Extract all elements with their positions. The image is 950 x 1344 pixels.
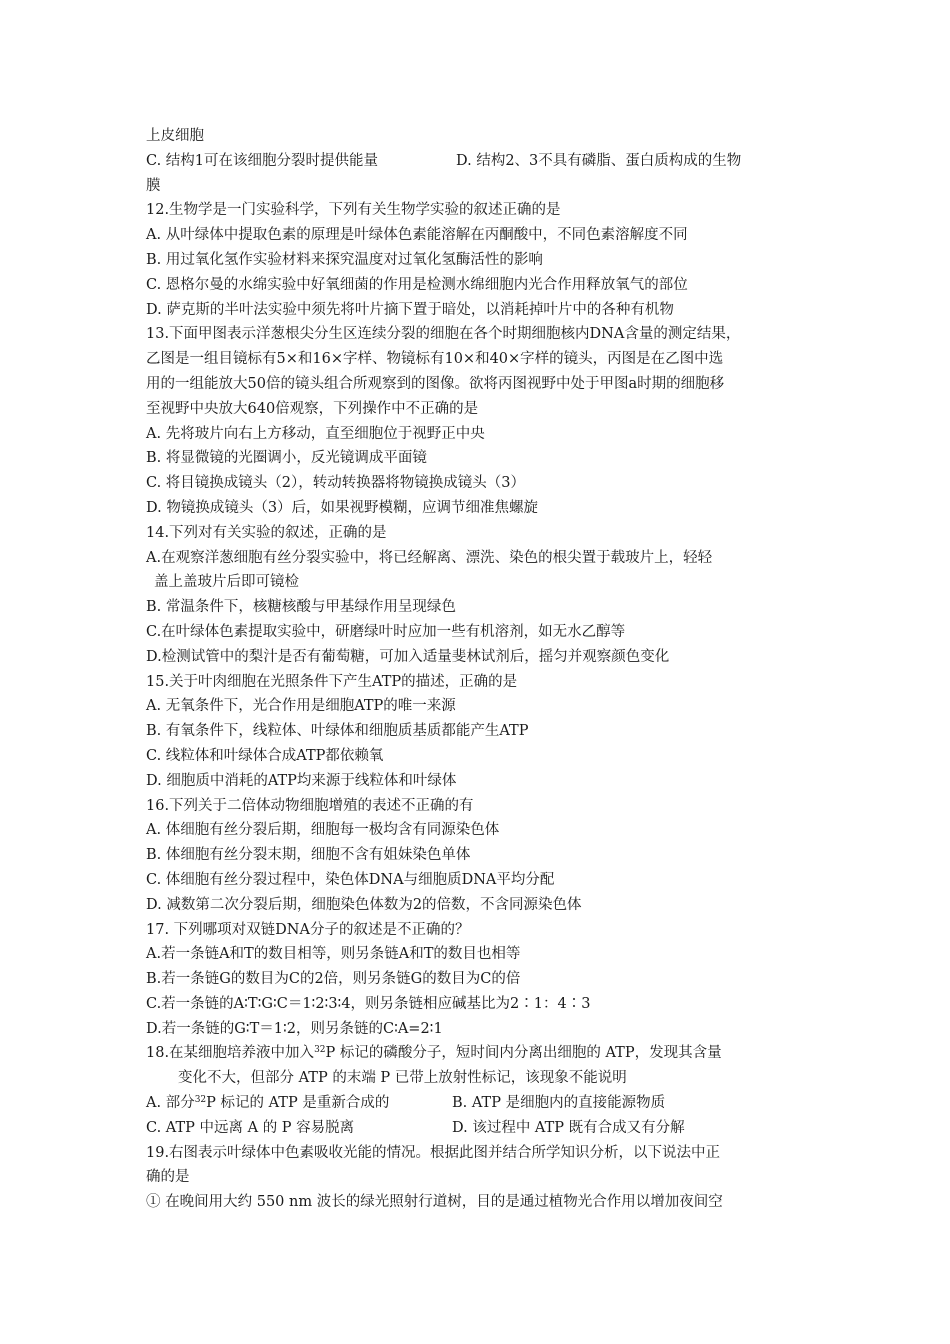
q12-option-c: C. 恩格尔曼的水绵实验中好氧细菌的作用是检测水绵细胞内光合作用释放氧气的部位 bbox=[146, 276, 688, 293]
q15-stem: 15.关于叶肉细胞在光照条件下产生ATP的描述，正确的是 bbox=[146, 673, 518, 690]
q13-stem: 至视野中央放大640倍观察，下列操作中不正确的是 bbox=[146, 400, 479, 417]
q18-option-a bbox=[146, 1091, 452, 1116]
q19-stem-continued: 确的是 bbox=[146, 1169, 190, 1186]
q18-option-b: B. ATP 是细胞内的直接能源物质 bbox=[452, 1095, 666, 1112]
q17-option-b: B.若一条链G的数目为C的2倍，则另条链G的数目为C的倍 bbox=[146, 971, 521, 988]
q18-options-row-2 bbox=[146, 1116, 816, 1141]
q17-option-d: D.若一条链的G∶T＝1∶2，则另条链的C∶A=2∶1 bbox=[146, 1020, 443, 1037]
q17-option-a: A.若一条链A和T的数目相等，则另条链A和T的数目也相等 bbox=[146, 946, 521, 963]
q14-option-b: B. 常温条件下，核糖核酸与甲基绿作用呈现绿色 bbox=[146, 599, 456, 616]
q14-option-a: A.在观察洋葱细胞有丝分裂实验中，将已经解离、漂洗、染色的根尖置于载玻片上，轻轻 bbox=[146, 549, 713, 566]
q14-option-c: C.在叶绿体色素提取实验中，研磨绿叶时应加一些有机溶剂，如无水乙醇等 bbox=[146, 623, 626, 640]
q16-option-d: D. 减数第二次分裂后期，细胞染色体数为2的倍数，不含同源染色体 bbox=[146, 896, 582, 913]
q17-stem: 17. 下列哪项对双链DNA分子的叙述是不正确的？ bbox=[146, 921, 470, 938]
q11-options-row bbox=[146, 149, 816, 174]
q18-option-a-suffix: P 标记的 ATP 是重新合成的 bbox=[206, 1095, 390, 1112]
q13-stem: 乙图是一组目镜标有5×和16×字样、物镜标有10×和40×字样的镜头，丙图是在乙图中选 bbox=[146, 351, 724, 368]
q12-stem: 12.生物学是一门实验科学，下列有关生物学实验的叙述正确的是 bbox=[146, 202, 561, 219]
q15-option-b: B. 有氧条件下，线粒体、叶绿体和细胞质基质都能产生ATP bbox=[146, 723, 529, 740]
q12-option-a: A. 从叶绿体中提取色素的原理是叶绿体色素能溶解在丙酮酸中，不同色素溶解度不同 bbox=[146, 227, 688, 244]
q18-option-c: C. ATP 中远离 A 的 P 容易脱离 bbox=[146, 1119, 355, 1136]
q11-option-c: C. 结构1可在该细胞分裂时提供能量 bbox=[146, 152, 379, 169]
q18-option-a-prefix: A. 部分 bbox=[146, 1095, 195, 1112]
q18-option-a-superscript: 32 bbox=[194, 1095, 207, 1106]
q15-option-d: D. 细胞质中消耗的ATP均来源于线粒体和叶绿体 bbox=[146, 772, 457, 789]
q16-option-a: A. 体细胞有丝分裂后期，细胞每一极均含有同源染色体 bbox=[146, 822, 500, 839]
q12-option-b: B. 用过氧化氢作实验材料来探究温度对过氧化氢酶活性的影响 bbox=[146, 251, 543, 268]
q19-stem: 19.右图表示叶绿体中色素吸收光能的情况。根据此图并结合所学知识分析，以下说法中正 bbox=[146, 1144, 721, 1161]
q18-stem-prefix: 18.在某细胞培养液中加入 bbox=[146, 1045, 315, 1062]
q16-option-c: C. 体细胞有丝分裂过程中，染色体DNA与细胞质DNA平均分配 bbox=[146, 871, 555, 888]
q12-option-d: D. 萨克斯的半叶法实验中须先将叶片摘下置于暗处，以消耗掉叶片中的各种有机物 bbox=[146, 301, 674, 318]
q14-option-a-continued: 盖上盖玻片后即可镜检 bbox=[154, 574, 299, 591]
q18-options-row-1 bbox=[146, 1091, 816, 1116]
q15-option-a: A. 无氧条件下，光合作用是细胞ATP的唯一来源 bbox=[146, 698, 456, 715]
q13-stem: 13.下面甲图表示洋葱根尖分生区连续分裂的细胞在各个时期细胞核内DNA含量的测定结果， bbox=[146, 326, 741, 343]
q14-option-d: D.检测试管中的梨汁是否有葡萄糖，可加入适量斐林试剂后，摇匀并观察颜色变化 bbox=[146, 648, 670, 665]
q17-option-c: C.若一条链的A∶T∶G∶C＝1∶2∶3∶4，则另条链相应碱基比为2∶1：4∶3 bbox=[146, 995, 591, 1012]
q13-option-b: B. 将显微镜的光圈调小，反光镜调成平面镜 bbox=[146, 450, 427, 467]
q13-option-a: A. 先将玻片向右上方移动，直至细胞位于视野正中央 bbox=[146, 425, 485, 442]
q14-stem: 14.下列对有关实验的叙述，正确的是 bbox=[146, 524, 387, 541]
q16-stem: 16.下列关于二倍体动物细胞增殖的表述不正确的有 bbox=[146, 797, 474, 814]
q11-option-d: D. 结构2、3不具有磷脂、蛋白质构成的生物 bbox=[456, 152, 742, 169]
q15-option-c: C. 线粒体和叶绿体合成ATP都依赖氧 bbox=[146, 747, 384, 764]
q16-option-b: B. 体细胞有丝分裂末期，细胞不含有姐妹染色单体 bbox=[146, 847, 471, 864]
q19-item-1: ① 在晚间用大约 550 nm 波长的绿光照射行道树，目的是通过植物光合作用以增加夜间空 bbox=[146, 1194, 723, 1211]
q18-stem-continued: 变化不大，但部分 ATP 的末端 P 已带上放射性标记，该现象不能说明 bbox=[178, 1070, 627, 1087]
q13-option-d: D. 物镜换成镜头（3）后，如果视野模糊，应调节细准焦螺旋 bbox=[146, 499, 539, 516]
text-line: 上皮细胞 bbox=[146, 128, 204, 144]
q18-stem bbox=[146, 1041, 816, 1066]
q18-isotope-superscript: 32 bbox=[314, 1045, 326, 1056]
q13-stem: 用的一组能放大50倍的镜头组合所观察到的图像。欲将丙图视野中处于甲图a时期的细胞移 bbox=[146, 375, 725, 392]
q18-option-d: D. 该过程中 ATP 既有合成又有分解 bbox=[452, 1119, 685, 1136]
q13-option-c: C. 将目镜换成镜头（2），转动转换器将物镜换成镜头（3） bbox=[146, 475, 525, 492]
q18-stem-suffix: P 标记的磷酸分子，短时间内分离出细胞的 ATP，发现其含量 bbox=[325, 1045, 722, 1062]
page-content bbox=[146, 124, 816, 1215]
q11-option-d-tail: 膜 bbox=[146, 177, 161, 194]
